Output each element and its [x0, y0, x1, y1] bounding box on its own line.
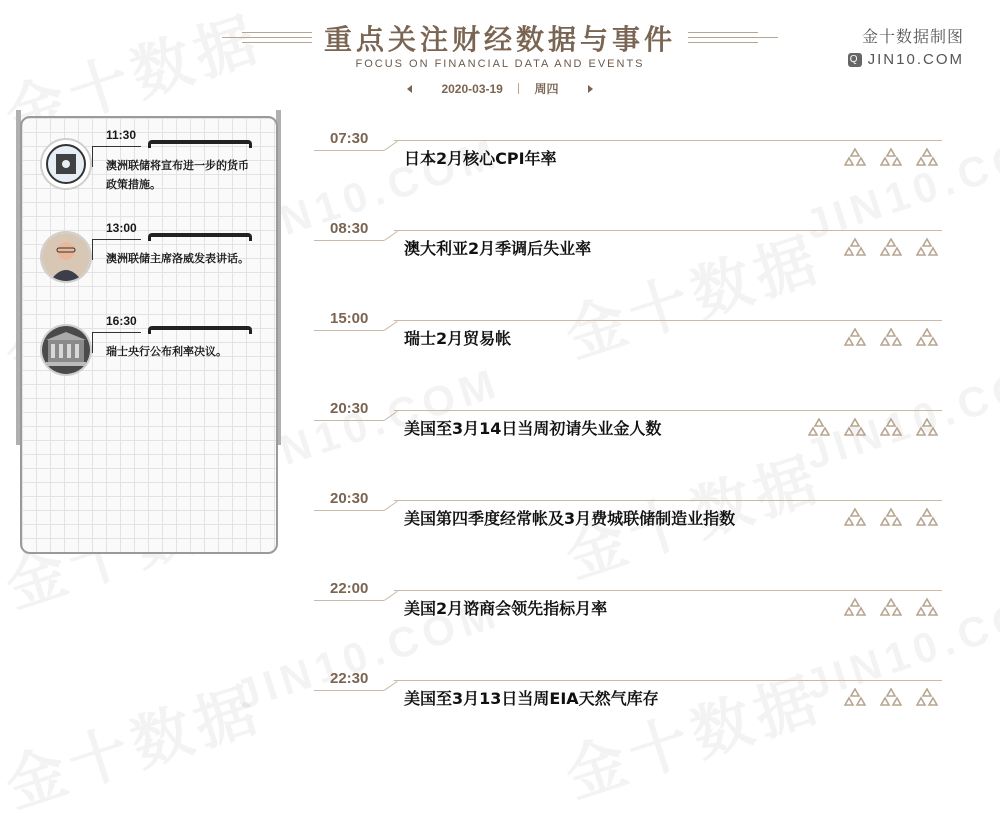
next-day-arrow-icon[interactable]	[588, 85, 593, 93]
event-tab	[148, 140, 252, 148]
prev-day-arrow-icon[interactable]	[407, 85, 412, 93]
schedule-row	[314, 130, 942, 190]
importance-rating	[830, 598, 938, 618]
time-underline	[314, 600, 384, 601]
importance-rating	[794, 418, 938, 438]
event-tab	[148, 326, 252, 334]
jin10-logo-icon: Q	[848, 53, 862, 67]
date-navigator	[0, 80, 1000, 97]
schedule-row	[314, 220, 942, 280]
weekday-label: 周四	[534, 82, 559, 96]
importance-star-icon	[880, 148, 902, 166]
schedule-time: 07:30	[330, 130, 369, 147]
time-underline	[314, 420, 384, 421]
time-underline	[314, 150, 384, 151]
brand-domain: JIN10.COM	[867, 51, 964, 68]
schedule-time: 20:30	[330, 490, 369, 507]
importance-star-icon	[916, 148, 938, 166]
importance-rating	[830, 148, 938, 168]
schedule-row	[314, 400, 942, 460]
event-time: 11:30	[106, 128, 137, 142]
schedule-row	[314, 490, 942, 550]
importance-star-icon	[880, 688, 902, 706]
schedule-row	[314, 670, 942, 730]
brand-name-en	[848, 51, 964, 68]
importance-star-icon	[844, 328, 866, 346]
importance-star-icon	[880, 598, 902, 616]
importance-star-icon	[808, 418, 830, 436]
time-underline	[314, 240, 384, 241]
page-subtitle: FOCUS ON FINANCIAL DATA AND EVENTS	[355, 58, 645, 70]
brand-logo	[848, 24, 964, 68]
schedule-title: 美国2月谘商会领先指标月率	[404, 599, 608, 618]
event-text: 澳洲联储将宣布进一步的货币政策措施。	[106, 159, 249, 191]
importance-star-icon	[844, 598, 866, 616]
connector-diagonal	[384, 411, 398, 421]
importance-star-icon	[880, 508, 902, 526]
importance-star-icon	[880, 418, 902, 436]
schedule-title: 美国至3月13日当周EIA天然气库存	[404, 689, 659, 708]
importance-star-icon	[844, 238, 866, 256]
schedule-time: 08:30	[330, 220, 369, 237]
connector-diagonal	[384, 141, 398, 151]
date-label: 2020-03-19	[441, 81, 503, 96]
importance-star-icon	[916, 598, 938, 616]
rba-logo-icon	[40, 138, 92, 190]
event-time: 16:30	[106, 314, 137, 328]
time-underline	[314, 690, 384, 691]
importance-star-icon	[880, 328, 902, 346]
importance-star-icon	[916, 508, 938, 526]
schedule-row	[314, 580, 942, 640]
schedule-title: 日本2月核心CPI年率	[404, 149, 557, 168]
page-title: 重点关注财经数据与事件	[323, 23, 676, 56]
importance-star-icon	[916, 418, 938, 436]
importance-star-icon	[880, 238, 902, 256]
row-divider	[394, 320, 942, 321]
importance-rating	[830, 328, 938, 348]
importance-star-icon	[916, 328, 938, 346]
row-divider	[394, 500, 942, 501]
row-divider	[394, 230, 942, 231]
row-divider	[394, 680, 942, 681]
date-separator	[518, 83, 519, 94]
importance-rating	[830, 238, 938, 258]
importance-star-icon	[916, 688, 938, 706]
importance-star-icon	[844, 148, 866, 166]
schedule-time: 22:00	[330, 580, 369, 597]
connector-diagonal	[384, 681, 398, 691]
event-time: 13:00	[106, 221, 137, 235]
importance-star-icon	[844, 418, 866, 436]
schedule-row	[314, 310, 942, 370]
schedule-time: 15:00	[330, 310, 369, 327]
brand-name-cn: 金十数据制图	[861, 27, 964, 46]
connector-diagonal	[384, 501, 398, 511]
event-item	[40, 221, 276, 291]
importance-star-icon	[844, 508, 866, 526]
connector-diagonal	[384, 231, 398, 241]
time-underline	[314, 510, 384, 511]
importance-rating	[830, 508, 938, 528]
event-item	[40, 314, 276, 384]
schedule-time: 22:30	[330, 670, 369, 687]
importance-star-icon	[844, 688, 866, 706]
schedule-title: 美国第四季度经常帐及3月费城联储制造业指数	[404, 509, 736, 528]
row-divider	[394, 590, 942, 591]
connector-diagonal	[384, 321, 398, 331]
schedule-title: 瑞士2月贸易帐	[404, 329, 512, 348]
event-tab	[148, 233, 252, 241]
event-text: 瑞士央行公布利率决议。	[106, 345, 227, 358]
person-photo-icon	[40, 231, 92, 283]
schedule-time: 20:30	[330, 400, 369, 417]
importance-rating	[830, 688, 938, 708]
snb-building-icon	[40, 324, 92, 376]
connector-diagonal	[384, 591, 398, 601]
event-item	[40, 128, 276, 198]
time-underline	[314, 330, 384, 331]
row-divider	[394, 140, 942, 141]
schedule-title: 美国至3月14日当周初请失业金人数	[404, 419, 662, 438]
event-text: 澳洲联储主席洛威发表讲话。	[106, 252, 249, 265]
watermark	[0, 661, 271, 824]
importance-star-icon	[916, 238, 938, 256]
schedule-title: 澳大利亚2月季调后失业率	[404, 239, 592, 258]
row-divider	[394, 410, 942, 411]
